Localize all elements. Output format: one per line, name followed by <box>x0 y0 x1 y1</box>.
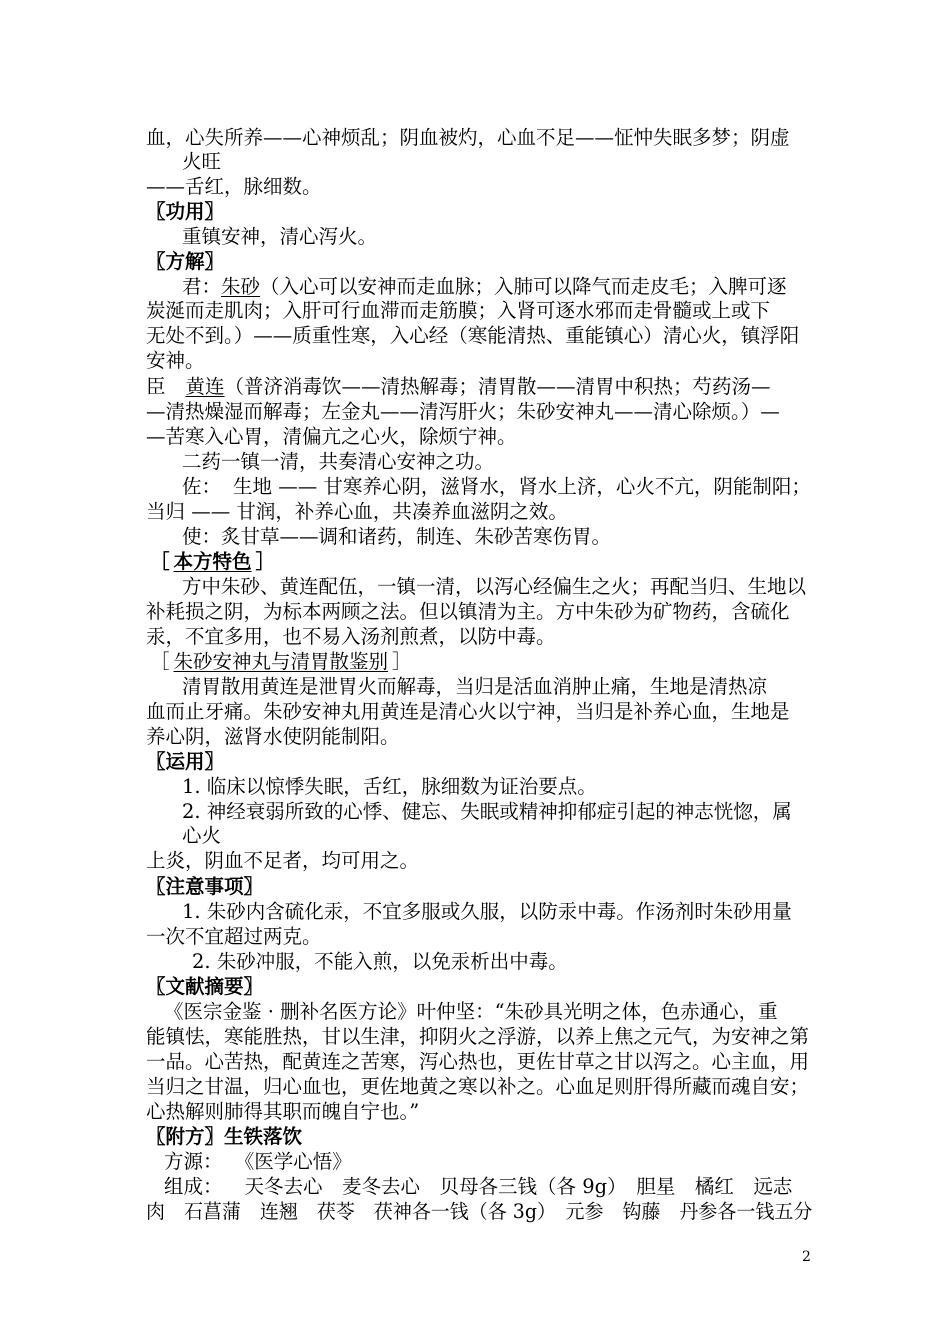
text-line <box>164 1150 352 1174</box>
section-heading-comparison: ［ 朱砂安神丸与清胃散鉴别 ］ <box>150 650 412 673</box>
page-number: 2 <box>802 1249 811 1265</box>
text-line: 炭涎而走肌肉；入肝可行血滞而走筋膜；入肾可逐水邪而走骨髓或上或下 <box>146 299 771 322</box>
text-line: 方中朱砂、黄连配伍，一镇一清，以泻心经偏生之火；再配当归、生地以 <box>182 575 807 598</box>
text-line: 能镇怯，寒能胜热，甘以生津，抑阴火之浮游，以养上焦之元气，为安神之第 <box>146 1025 810 1048</box>
text-line: —清热燥湿而解毒；左金丸——清泻肝火；朱砂安神丸——清心除烦。）— <box>146 400 780 423</box>
text-line: 心火 <box>182 824 222 847</box>
text-line: 上炎，阴血不足者，均可用之。 <box>146 849 420 872</box>
text-line: —苦寒入心胃，清偏亢之心火，除烦宁神。 <box>146 425 517 448</box>
text-line <box>146 375 771 399</box>
section-heading-application: 〖运用〗 <box>146 750 225 773</box>
list-item: 2. 神经衰弱所致的心悸、健忘、失眠或精神抑郁症引起的神志恍惚，属 <box>182 800 792 823</box>
field-value: 天冬去心 麦冬去心 贝母各三钱（各 9g） 胆星 橘红 远志 <box>244 1175 793 1198</box>
formula-name: 生铁落饮 <box>224 1125 303 1148</box>
role-label: 臣 <box>146 375 166 398</box>
list-item: 1. 朱砂内含硫化汞，不宜多服或久服，以防汞中毒。作汤剂时朱砂用量 <box>182 900 792 923</box>
text-line: 一品。心苦热，配黄连之苦寒，泻心热也，更佐甘草之甘以泻之。心主血，用 <box>146 1050 810 1073</box>
herb-description: （普济消毒饮——清热解毒；清胃散——清胃中积热；芍药汤— <box>224 375 771 398</box>
text-line: 二药一镇一清，共奏清心安神之功。 <box>182 450 495 473</box>
text-line: 当归之甘温，归心血也，更佐地黄之寒以补之。心血足则肝得所藏而魂自安； <box>146 1075 810 1098</box>
text-line: 当归 —— 甘润，补养心血，共凑养血滋阴之效。 <box>146 500 568 523</box>
text-line: 安神。 <box>146 349 205 372</box>
text-line: ——舌红，脉细数。 <box>146 175 322 198</box>
text-line: 重镇安神，清心泻火。 <box>182 225 378 248</box>
text-line <box>182 475 811 499</box>
text-line: 《医宗金鉴 · 删补名医方论》叶仲坚：“朱砂具光明之体，色赤通心，重 <box>164 1000 778 1023</box>
field-label: 方源： <box>164 1150 223 1173</box>
list-item: 2. 朱砂冲服，不能入煎，以免汞析出中毒。 <box>192 950 568 973</box>
herb-description: （入心可以安神而走血脉；入肺可以降气而走皮毛；入脾可逐 <box>260 275 787 298</box>
list-item: 1. 临床以惊悸失眠，舌红，脉细数为证治要点。 <box>182 775 597 798</box>
text-line: 养心阴，滋肾水使阴能制阳。 <box>146 725 400 748</box>
text-line <box>182 275 787 299</box>
text-line: 肉 石菖蒲 连翘 茯苓 茯神各一钱（各 3g） 元参 钩藤 丹参各一钱五分 <box>146 1200 813 1223</box>
text-line: 火旺 <box>182 150 222 173</box>
field-value: 《医学心悟》 <box>244 1150 352 1173</box>
text-line: 补耗损之阴，为标本两顾之法。但以镇清为主。方中朱砂为矿物药，含硫化 <box>146 600 790 623</box>
text-line: 血而止牙痛。朱砂安神丸用黄连是清心火以宁神，当归是补养心血，生地是 <box>146 700 790 723</box>
text-line: 心热解则肺得其职而魄自宁也。” <box>146 1100 420 1123</box>
text-line: 无处不到。）——质重性寒，入心经（寒能清热、重能镇心）清心火，镇浮阳 <box>146 324 800 347</box>
section-heading-literature: 〖文献摘要〗 <box>146 975 264 998</box>
text-line <box>164 1175 792 1199</box>
field-label: 组成： <box>164 1175 223 1198</box>
text-line: 使：炙甘草——调和诸药，制连、朱砂苦寒伤胃。 <box>182 525 612 548</box>
text-line: 清胃散用黄连是泄胃火而解毒，当归是活血消肿止痛，生地是清热凉 <box>182 675 768 698</box>
section-heading-appendix: 〖附方〗生铁落饮 <box>146 1125 303 1148</box>
herb-description: 生地 —— 甘寒养心阴，滋肾水，肾水上济，心火不亢，阴能制阳； <box>233 475 811 498</box>
section-heading-function: 〖功用〗 <box>146 200 225 223</box>
section-heading-features: ［ 本方特色 ］ <box>150 550 276 573</box>
section-heading-explanation: 〖方解〗 <box>146 250 225 273</box>
herb-name: 朱砂 <box>221 275 261 298</box>
text-line: 一次不宜超过两克。 <box>146 925 322 948</box>
role-label: 君： <box>182 275 222 298</box>
text-line: 汞，不宜多用，也不易入汤剂煎煮，以防中毒。 <box>146 625 556 648</box>
section-heading-precautions: 〖注意事项〗 <box>146 875 264 898</box>
text-line: 血，心失所养——心神烦乱；阴血被灼，心血不足——怔忡失眠多梦；阴虚 <box>146 126 790 149</box>
role-label: 佐： <box>182 475 222 498</box>
herb-name: 黄连 <box>185 375 225 398</box>
